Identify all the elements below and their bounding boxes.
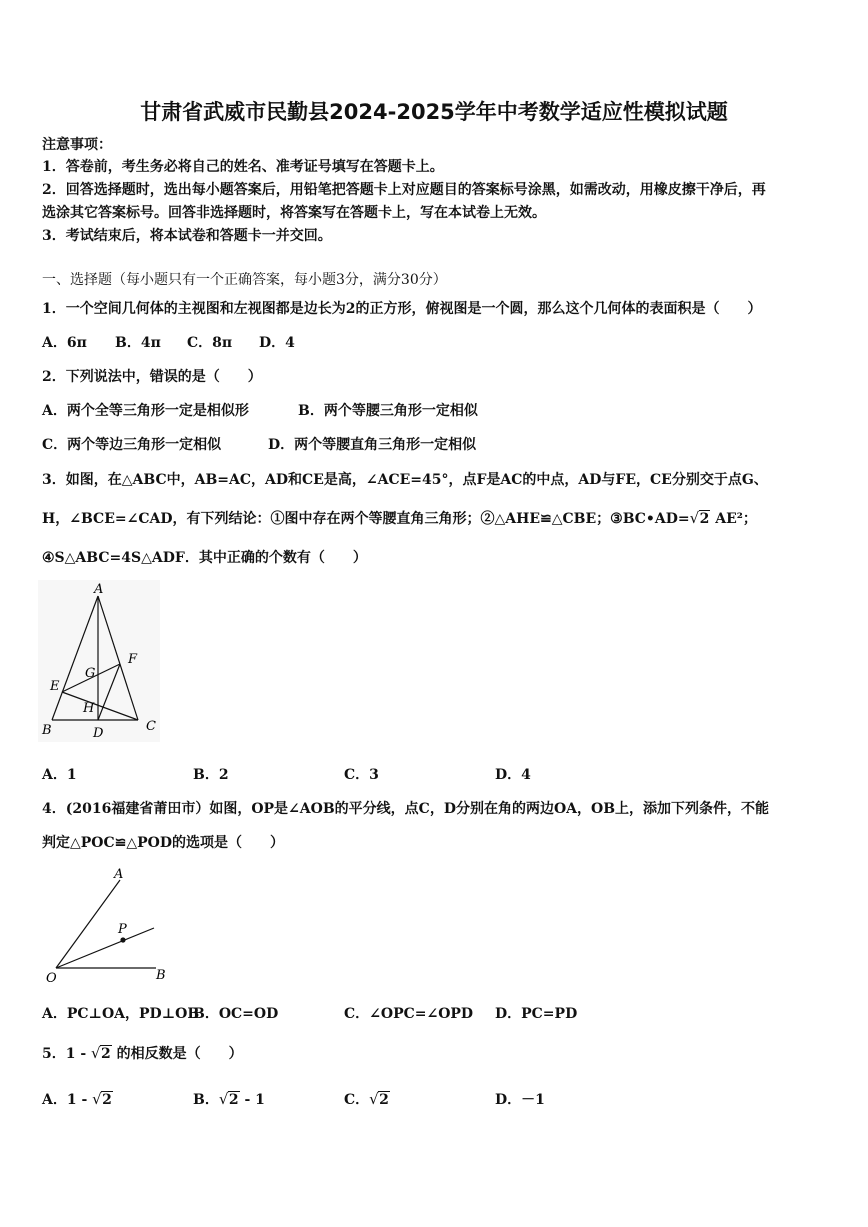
- label-a: A: [114, 867, 124, 882]
- label-d: D: [93, 726, 104, 741]
- q1-option-a: A．6π: [42, 335, 87, 351]
- label-a: A: [94, 582, 104, 597]
- q4-angle-figure: [42, 866, 182, 986]
- label-h: H: [83, 701, 95, 716]
- q4-option-c: C．∠OPC=∠OPD: [344, 1006, 474, 1022]
- q5-option-c-prefix: C．: [344, 1092, 370, 1108]
- q4-option-d: D．PC=PD: [495, 1006, 578, 1022]
- q3-stem-line2-tail: AE²；: [715, 511, 757, 527]
- q1-option-c: C．8π: [187, 335, 233, 351]
- page-title: 甘肃省武威市民勤县2024-2025学年中考数学适应性模拟试题: [140, 100, 728, 124]
- q2-stem: 2．下列说法中，错误的是（ ）: [42, 369, 262, 385]
- q3-stem-line2-text: H，∠BCE=∠CAD，有下列结论：①图中存在两个等腰直角三角形；②△AHE≌△CBE；③BC•AD=: [42, 511, 690, 527]
- q5-option-b-suffix: - 1: [244, 1092, 265, 1108]
- q2-option-d: D．两个等腰直角三角形一定相似: [268, 437, 477, 453]
- q5-option-a-prefix: A．1 -: [42, 1092, 88, 1108]
- q2-option-b: B．两个等腰三角形一定相似: [298, 403, 478, 419]
- label-c: C: [146, 719, 156, 734]
- section-heading: 一、选择题（每小题只有一个正确答案，每小题3分，满分30分）: [42, 272, 447, 288]
- label-o: O: [46, 971, 57, 986]
- q4-option-b: B．OC=OD: [193, 1006, 279, 1022]
- q2-option-a: A．两个全等三角形一定是相似形: [42, 403, 249, 419]
- q4-stem-line1: 4．(2016福建省莆田市）如图，OP是∠AOB的平分线，点C，D分别在角的两边OA，OB上，添加下列条件，不能: [42, 801, 770, 817]
- q5-stem-suffix: 的相反数是（ ）: [116, 1046, 243, 1062]
- sqrt-symbol: √ 2: [92, 1090, 112, 1108]
- q4-stem-line2: 判定△POC≌△POD的选项是（ ）: [42, 835, 284, 851]
- q1-option-b: B．4π: [115, 335, 161, 351]
- sqrt-radicand: 2: [102, 1092, 112, 1108]
- point-p: [120, 937, 125, 942]
- q3-stem-line1: 3．如图，在△ABC中，AB=AC，AD和CE是高，∠ACE=45°，点F是AC的中点，AD与FE，CE分别交于点G、: [42, 472, 768, 488]
- q2-option-c: C．两个等边三角形一定相似: [42, 437, 222, 453]
- q5-option-c: [344, 1089, 390, 1109]
- q5-stem-prefix: 5．1 -: [42, 1046, 87, 1062]
- sqrt-symbol: √ 2: [369, 1090, 389, 1108]
- q3-stem-line3: ④S△ABC=4S△ADF．其中正确的个数有（ ）: [42, 550, 367, 566]
- q3-option-c: C．3: [344, 767, 379, 783]
- label-e: E: [50, 679, 60, 694]
- q3-option-d: D．4: [495, 767, 531, 783]
- q1-stem: 1．一个空间几何体的主视图和左视图都是边长为2的正方形，俯视图是一个圆，那么这个几何体的表面积是（ ）: [42, 301, 762, 317]
- q1-option-d: D．4: [259, 335, 295, 351]
- q4-option-a: A．PC⊥OA，PD⊥OB: [42, 1006, 200, 1022]
- sqrt-radicand: 2: [101, 1046, 111, 1062]
- q5-option-b-prefix: B．: [193, 1092, 219, 1108]
- sqrt-radicand: 2: [379, 1092, 389, 1108]
- note-item-2-cont: 选涂其它答案标号。回答非选择题时，将答案写在答题卡上，写在本试卷上无效。: [42, 205, 546, 221]
- notes-heading: 注意事项：: [42, 137, 112, 153]
- q5-option-b: [193, 1089, 265, 1109]
- q3-triangle-figure: [38, 580, 162, 744]
- sqrt-symbol: √ 2: [689, 509, 710, 527]
- label-b: B: [156, 968, 166, 983]
- note-item-2: 2．回答选择题时，选出每小题答案后，用铅笔把答题卡上对应题目的答案标号涂黑，如需改动，用橡皮擦干净后，再: [42, 182, 766, 198]
- q5-stem: [42, 1043, 243, 1063]
- label-p: P: [118, 922, 127, 937]
- q3-option-b: B．2: [193, 767, 229, 783]
- q5-option-d: D．－1: [495, 1092, 545, 1108]
- sqrt-symbol: √ 2: [91, 1044, 111, 1062]
- note-item-3: 3．考试结束后，将本试卷和答题卡一并交回。: [42, 228, 332, 244]
- note-item-1: 1．答卷前，考生务必将自己的姓名、准考证号填写在答题卡上。: [42, 159, 444, 175]
- label-f: F: [128, 652, 138, 667]
- label-b: B: [42, 723, 52, 738]
- sqrt-symbol: √ 2: [218, 1090, 239, 1108]
- q3-stem-line2: [42, 508, 757, 528]
- sqrt-radicand: 2: [699, 511, 710, 527]
- sqrt-radicand: 2: [228, 1092, 239, 1108]
- q3-option-a: A．1: [42, 767, 77, 783]
- label-g: G: [85, 666, 96, 681]
- q5-option-a: [42, 1089, 113, 1109]
